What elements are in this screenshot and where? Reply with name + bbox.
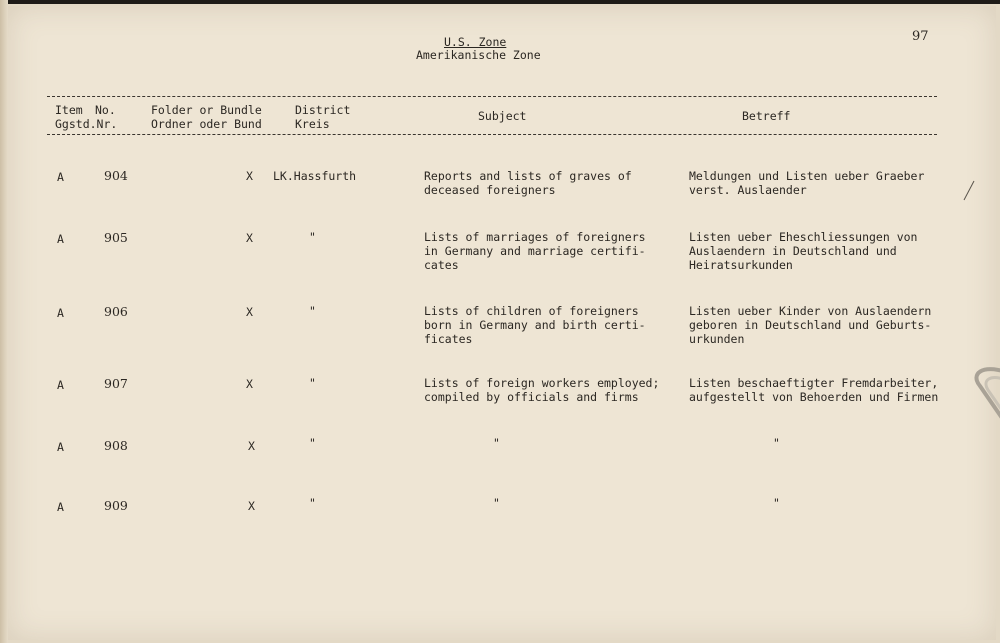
column-header-item-german: Ggstd.Nr. (55, 117, 118, 131)
header-rule-top (47, 96, 937, 97)
betreff-line: aufgestellt von Behoerden und Firmen (689, 390, 939, 404)
district-ditto: " (309, 496, 316, 510)
subject-line: Lists of foreign workers employed; (424, 376, 660, 390)
column-header-item: Item (55, 103, 83, 117)
betreff-line: Heiratsurkunden (689, 258, 793, 272)
folder-mark: X (248, 499, 255, 513)
betreff-line: urkunden (689, 332, 745, 346)
folder-mark: X (246, 231, 253, 245)
page-left-edge (0, 0, 8, 643)
item-number: 904 (104, 168, 128, 183)
folder-mark: X (246, 169, 253, 183)
betreff-line: Listen ueber Kinder von Auslaendern (689, 304, 932, 318)
folder-mark: X (246, 305, 253, 319)
subject-ditto: " (493, 436, 500, 450)
column-header-no: No. (95, 103, 116, 117)
folder-mark: X (246, 377, 253, 391)
subject-line: compiled by officials and firms (424, 390, 639, 404)
betreff-line: Listen ueber Eheschliessungen von (689, 230, 918, 244)
zone-title: U.S. Zone (444, 35, 507, 49)
subject-line: in Germany and marriage certifi- (424, 244, 646, 258)
subject-line: ficates (424, 332, 473, 346)
district-ditto: " (309, 304, 316, 318)
page-number: 97 (912, 29, 929, 44)
betreff-line: Listen beschaeftigter Fremdarbeiter, (689, 376, 939, 390)
betreff-line: Auslaendern in Deutschland und (689, 244, 897, 258)
column-header-betreff: Betreff (742, 109, 791, 123)
betreff-ditto: " (773, 436, 780, 450)
district-ditto: " (309, 376, 316, 390)
folder-mark: X (248, 439, 255, 453)
item-code: A (57, 378, 64, 392)
betreff-ditto: " (773, 496, 780, 510)
column-header-folder-german: Ordner oder Bund (151, 117, 262, 131)
zone-title-german: Amerikanische Zone (416, 48, 541, 62)
item-number: 905 (104, 230, 128, 245)
betreff-line: verst. Auslaender (689, 183, 807, 197)
item-code: A (57, 500, 64, 514)
item-code: A (57, 440, 64, 454)
district-ditto: " (309, 436, 316, 450)
item-code: A (57, 170, 64, 184)
subject-line: Reports and lists of graves of (424, 169, 632, 183)
item-number: 909 (104, 498, 128, 513)
header-rule-bottom (47, 134, 937, 135)
margin-mark (962, 180, 976, 202)
paper-clip-icon (962, 366, 1000, 446)
subject-line: born in Germany and birth certi- (424, 318, 646, 332)
district-ditto: " (309, 230, 316, 244)
top-border (0, 0, 1000, 4)
subject-ditto: " (493, 496, 500, 510)
subject-line: Lists of marriages of foreigners (424, 230, 646, 244)
column-header-subject: Subject (478, 109, 527, 123)
betreff-line: Meldungen und Listen ueber Graeber (689, 169, 925, 183)
subject-line: Lists of children of foreigners (424, 304, 639, 318)
item-number: 906 (104, 304, 128, 319)
item-number: 907 (104, 376, 128, 391)
betreff-line: geboren in Deutschland und Geburts- (689, 318, 932, 332)
item-code: A (57, 232, 64, 246)
column-header-folder: Folder or Bundle (151, 103, 262, 117)
column-header-district-german: Kreis (295, 117, 330, 131)
subject-line: deceased foreigners (424, 183, 556, 197)
subject-line: cates (424, 258, 459, 272)
item-number: 908 (104, 438, 128, 453)
district-value: LK.Hassfurth (273, 169, 357, 183)
item-code: A (57, 306, 64, 320)
column-header-district: District (295, 103, 351, 117)
